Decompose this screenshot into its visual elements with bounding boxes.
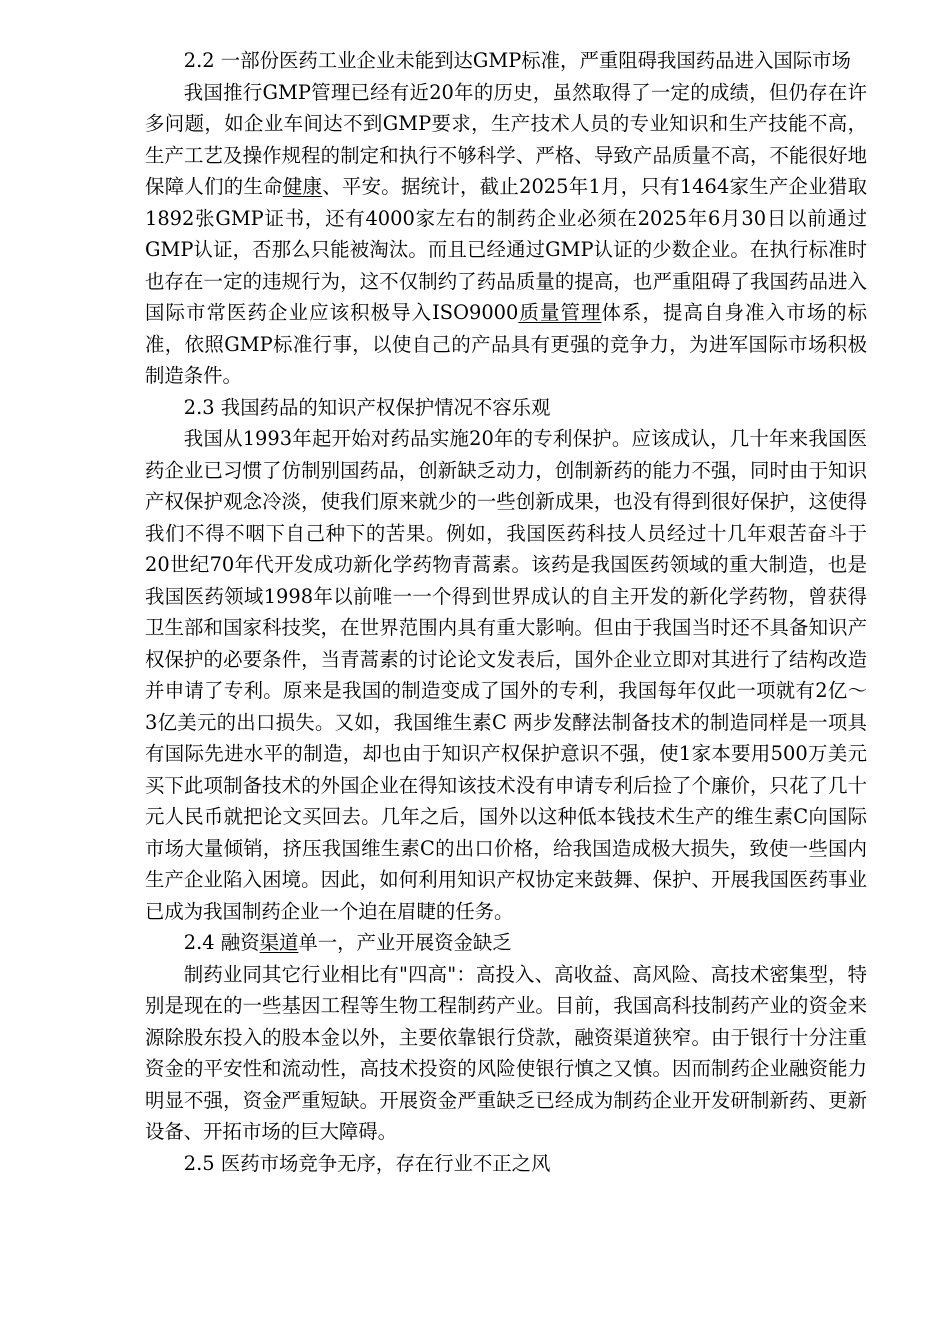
heading-text: 2.4 融资 [183, 931, 260, 954]
document-page [145, 45, 867, 1179]
body-text: 、平安。据统计，截止2025年1月，只有1464家生产企业猎取1892张GMP证书，还有4000家左右的制药企业必须在2025年6月30日以前通过GMP认证，否那么只能被淘汰。而且已经通过GMP认证的少数企业。在执行标准时也存在一定的违规行为，这不仅制约了药品质量的提高，也严重阻碍了我国药品进入国际市常医药企业应该积极导入ISO9000 [145, 175, 868, 324]
body-text: 体系，提高自身准入市场的标准，依照GMP标准行事，以使自己的产品具有更强的竞争力，为进军国际市场积极制造条件。 [145, 301, 868, 387]
section-heading-2-3: 2.3 我国药品的知识产权保护情况不容乐观 [183, 395, 551, 419]
link-quality-management[interactable]: 质量管理 [518, 301, 602, 324]
link-channel[interactable]: 渠道 [259, 931, 299, 954]
body-text: 我国推行GMP管理已经有近20年的历史，虽然取得了一定的成绩，但仍存在许多问题，如企业车间达不到GMP要求，生产技术人员的专业知识和生产技能不高，生产工艺及操作规程的制定和执行不够科学、严格、导致产品质量不高，不能很好地保障人们的生命 [145, 80, 867, 198]
section-heading-2-5: 2.5 医药市场竞争无序，存在行业不正之风 [183, 1151, 551, 1175]
heading-text: 单一，产业开展资金缺乏 [298, 931, 512, 954]
section-heading-2-2: 2.2 一部份医药工业企业未能到达GMP标准，严重阻碍我国药品进入国际市场 [183, 49, 851, 72]
section-body-2-2 [145, 77, 867, 392]
section-body-2-3: 我国从1993年起开始对药品实施20年的专利保护。应该成认，几十年来我国医药企业已习惯了仿制别国药品，创新缺乏动力，创制新药的能力不强，同时由于知识产权保护观念冷淡，使我们原来就少的一些创新成果，也没有得到很好保护，这使得我们不得不咽下自己种下的苦果。例如，我国医药科技人员经过十几年艰苦奋斗于20世纪70年代开发成功新化学药物青蒿素。该药是我国医药领域的重大制造，也是我国医药领域1998年以前唯一一个得到世界成认的自主开发的新化学药物，曾获得卫生部和国家科技奖，在世界范围内具有重大影响。但由于我国当时还不具备知识产权保护的必要条件，当青蒿素的讨论论文发表后，国外企业立即对其进行了结构改造并申请了专利。原来是我国的制造变成了国外的专利，我国每年仅此一项就有2亿～3亿美元的出口损失。又如，我国维生素C 两步发酵法制备技术的制造同样是一项具有国际先进水平的制造，却也由于知识产权保护意识不强，使1家本要用500万美元买下此项制备技术的外国企业在得知该技术没有申请专利后捡了个廉价，只花了几十元人民币就把论文买回去。几年之后，国外以这种低本钱技术生产的维生素C向国际市场大量倾销，挤压我国维生素C的出口价格，给我国造成极大损失，致使一些国内生产企业陷入困境。因此，如何利用知识产权协定来鼓舞、保护、开展我国医药事业已成为我国制药企业一个迫在眉睫的任务。 [145, 427, 867, 923]
section-heading-2-4 [145, 927, 867, 959]
link-health[interactable]: 健康 [282, 175, 323, 198]
section-body-2-4: 制药业同其它行业相比有"四高"：高投入、高收益、高风险、高技术密集型，特别是现在的一些基因工程等生物工程制药产业。目前，我国高科技制药产业的资金来源除股东投入的股本金以外，主要依靠银行贷款，融资渠道狭窄。由于银行十分注重资金的平安性和流动性，高技术投资的风险使银行慎之又慎。因而制药企业融资能力明显不强，资金严重短缺。开展资金严重缺乏已经成为制药企业开发研制新药、更新设备、开拓市场的巨大障碍。 [145, 962, 867, 1143]
